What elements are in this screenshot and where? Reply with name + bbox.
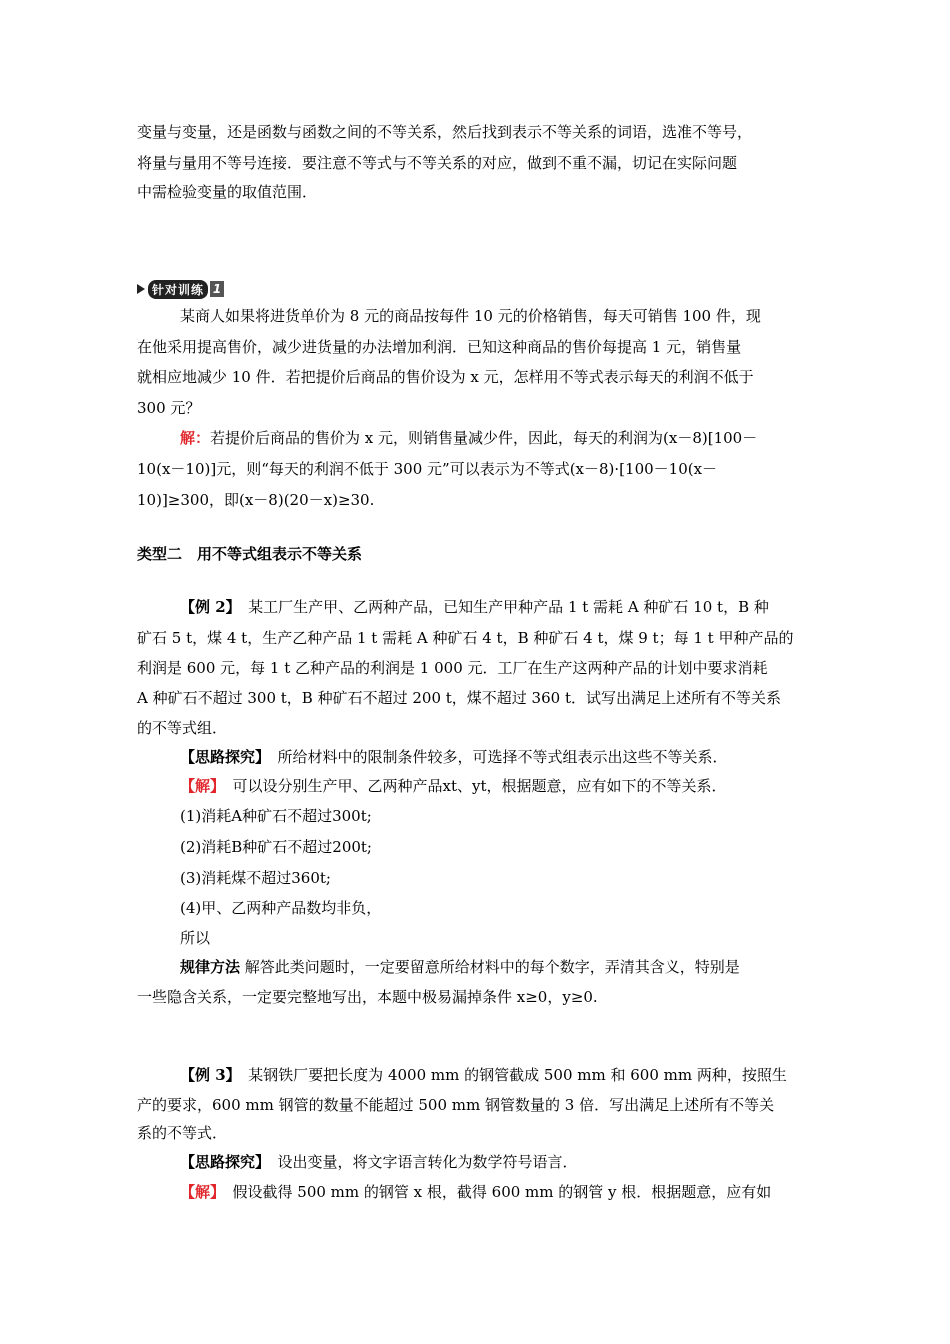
training-question-line-1: 某商人如果将进货单价为 8 元的商品按每件 10 元的价格销售，每天可销售 100 件，现 <box>180 307 761 325</box>
example2-rule-label: 规律方法 <box>180 958 241 976</box>
example2-so: 所以 <box>180 929 211 947</box>
training-badge-number: 1 <box>210 281 224 297</box>
example2-explore-label: 【思路探究】 <box>180 748 263 766</box>
training-question-line-2: 在他采用提高售价，减少进货量的办法增加利润．已知这种商品的售价每提高 1 元，销售量 <box>137 338 742 356</box>
example2-explore-text: 所给材料中的限制条件较多，可选择不等式组表示出这些不等关系． <box>262 748 728 766</box>
training-solution-line-1 <box>180 427 817 449</box>
example2-label: 【例 2】 <box>180 598 234 616</box>
example2-solution <box>180 775 817 797</box>
example2-text-1: 某工厂生产甲、乙两种产品，已知生产甲种产品 1 t 需耗 A 种矿石 10 t，B 种 <box>233 598 769 616</box>
intro-line-2: 将量与量用不等号连接．要注意不等式与不等关系的对应，做到不重不漏，切记在实际问题 <box>137 154 738 172</box>
example2-line-3: 利润是 600 元，每 1 t 乙种产品的利润是 1 000 元．工厂在生产这两种产品的计划中要求消耗 <box>137 659 768 677</box>
example2-item-1: (1)消耗A种矿石不超过300t; <box>180 807 372 825</box>
arrow-right-icon <box>137 284 145 294</box>
example2-line-1 <box>180 596 817 618</box>
example3-explore-label: 【思路探究】 <box>180 1153 263 1171</box>
training-solution-text-1: 若提价后商品的售价为 x 元，则销售量减少件，因此，每天的利润为(x－8)[100－ <box>210 429 758 447</box>
training-badge-label: 针对训练 <box>148 280 208 299</box>
example3-text-1: 某钢铁厂要把长度为 4000 mm 的钢管截成 500 mm 和 600 mm 两种，按照生 <box>233 1066 787 1084</box>
training-solution-line-3: 10)]≥300，即(x－8)(20－x)≥30. <box>137 491 375 509</box>
training-question-line-4: 300 元？ <box>137 399 201 417</box>
example2-rule-line-2: 一些隐含关系，一定要完整地写出，本题中极易漏掉条件 x≥0，y≥0. <box>137 988 598 1006</box>
section-heading-type2: 类型二 用不等式组表示不等关系 <box>137 545 363 563</box>
training-question-line-3: 就相应地减少 10 件．若把提价后商品的售价设为 x 元，怎样用不等式表示每天的利润不低于 <box>137 368 754 386</box>
example2-solution-text: 可以设分别生产甲、乙两种产品xt、yt，根据题意，应有如下的不等关系． <box>217 777 727 795</box>
training-solution-line-2: 10(x－10)]元，则“每天的利润不低于 300 元”可以表示为不等式(x－8)·[100－10(x－ <box>137 460 718 478</box>
example3-explore <box>180 1151 817 1173</box>
example3-line-2: 产的要求，600 mm 钢管的数量不能超过 500 mm 钢管数量的 3 倍．写出满足上述所有不等关 <box>137 1096 775 1114</box>
example3-label: 【例 3】 <box>180 1066 234 1084</box>
training-solution-label: 解： <box>180 429 211 447</box>
intro-line-3: 中需检验变量的取值范围． <box>137 183 318 201</box>
intro-line-1: 变量与变量，还是函数与函数之间的不等关系，然后找到表示不等关系的词语，选准不等号， <box>137 123 753 141</box>
example3-solution-text: 假设截得 500 mm 的钢管 x 根，截得 600 mm 的钢管 y 根．根据题意，应有如 <box>217 1183 772 1201</box>
example3-line-1 <box>180 1064 817 1086</box>
example2-explore <box>180 746 817 768</box>
example2-rule-line-1 <box>180 956 817 978</box>
example2-solution-label: 【解】 <box>180 777 218 795</box>
example2-item-4: (4)甲、乙两种产品数均非负， <box>180 899 382 917</box>
example3-explore-text: 设出变量，将文字语言转化为数学符号语言． <box>262 1153 578 1171</box>
example3-solution-label: 【解】 <box>180 1183 218 1201</box>
example2-line-4: A 种矿石不超过 300 t，B 种矿石不超过 200 t，煤不超过 360 t．试写出满足上述所有不等关系 <box>137 689 781 707</box>
example3-line-3: 系的不等式． <box>137 1124 228 1142</box>
example2-line-5: 的不等式组． <box>137 719 228 737</box>
example2-line-2: 矿石 5 t，煤 4 t，生产乙种产品 1 t 需耗 A 种矿石 4 t，B 种矿石 4 t，煤 9 t；每 1 t 甲种产品的 <box>137 629 794 647</box>
training-badge <box>137 280 224 298</box>
example2-rule-text-1: 解答此类问题时，一定要留意所给材料中的每个数字，弄清其含义，特别是 <box>240 958 740 976</box>
example2-item-3: (3)消耗煤不超过360t; <box>180 869 331 887</box>
example3-solution <box>180 1181 817 1203</box>
example2-item-2: (2)消耗B种矿石不超过200t; <box>180 838 372 856</box>
